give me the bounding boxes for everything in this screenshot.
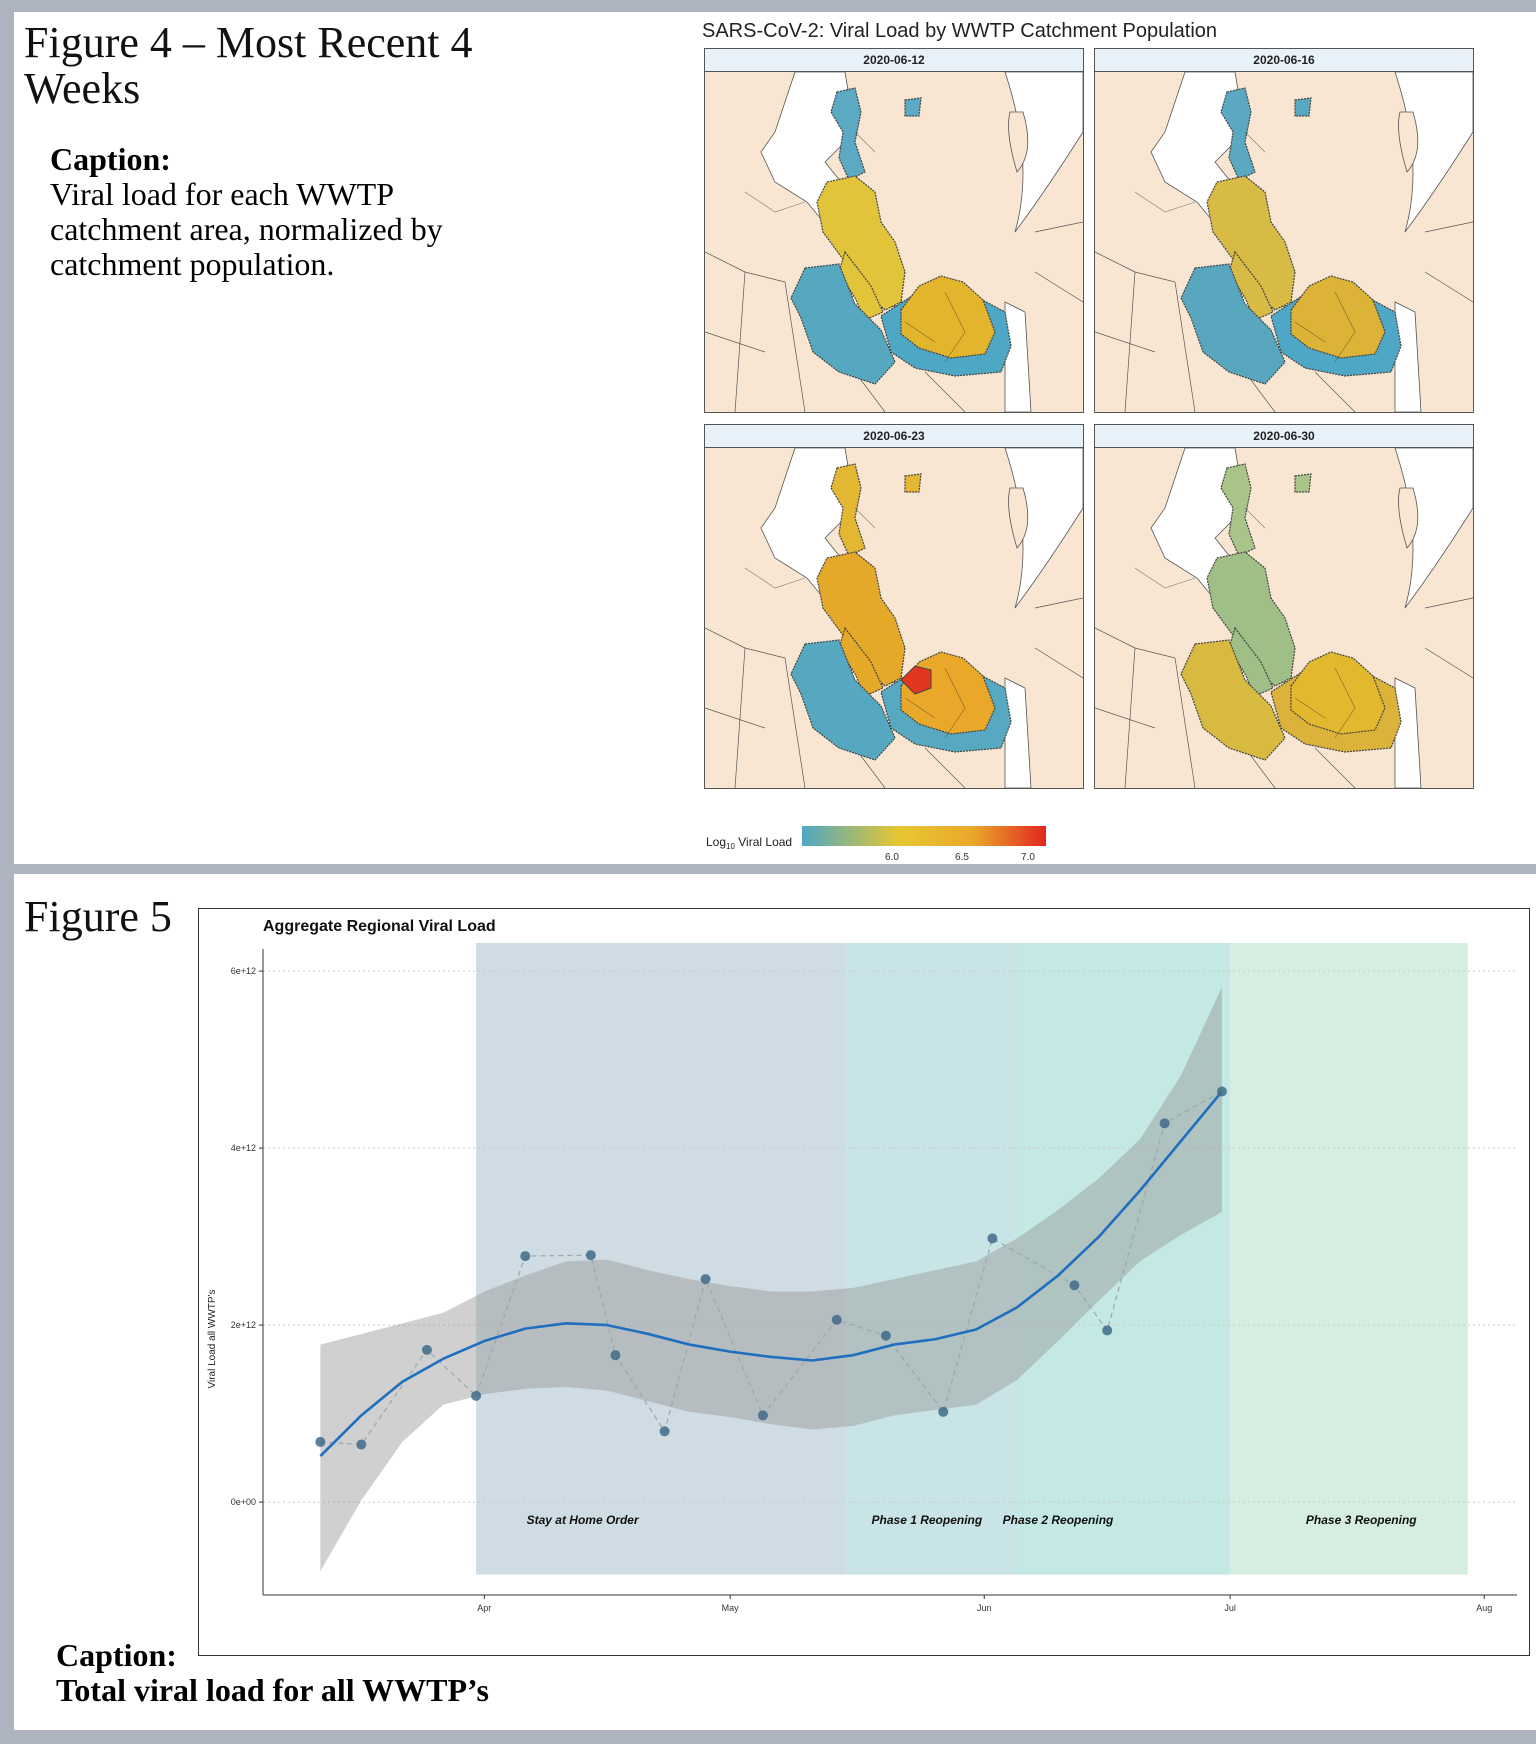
- data-point: [881, 1331, 891, 1341]
- color-legend: [706, 812, 1086, 862]
- figure4-title: Figure 4 – Most Recent 4 Weeks: [24, 18, 473, 113]
- legend-label: Log$_{10}$ Viral Load: [706, 835, 793, 851]
- facet-date: 2020-06-12: [705, 49, 1083, 72]
- data-point: [356, 1440, 366, 1450]
- facet-date: 2020-06-23: [705, 425, 1083, 448]
- map-facet: [1094, 48, 1474, 413]
- y-tick-label: 6e+12: [230, 966, 256, 977]
- figure5-caption: [56, 1638, 489, 1708]
- legend-tick: 6.0: [885, 852, 899, 862]
- data-point: [1102, 1325, 1112, 1335]
- data-point: [1069, 1280, 1079, 1290]
- x-tick-label: Jul: [1224, 1603, 1236, 1613]
- figure5-title: Figure 5: [24, 892, 172, 941]
- data-point: [422, 1345, 432, 1355]
- y-tick-label: 0e+00: [230, 1497, 256, 1508]
- viral-load-chart: [199, 909, 1529, 1655]
- y-tick-label: 2e+12: [230, 1320, 256, 1331]
- map-facet: [704, 48, 1084, 413]
- data-point: [938, 1407, 948, 1417]
- x-tick-label: Jun: [976, 1603, 992, 1613]
- map-title: SARS-CoV-2: Viral Load by WWTP Catchment Population: [702, 20, 1218, 42]
- catchment-map: [1095, 72, 1473, 412]
- map-facet: [1094, 424, 1474, 789]
- catchment-map: [1095, 448, 1473, 788]
- data-point: [471, 1391, 481, 1401]
- phase-label: Stay at Home Order: [526, 1513, 639, 1528]
- y-tick-label: 4e+12: [230, 1143, 256, 1154]
- facet-date: 2020-06-16: [1095, 49, 1473, 72]
- y-axis-label: Viral Load all WWTP's: [207, 1289, 218, 1389]
- legend-colorbar: [802, 826, 1046, 846]
- x-tick-label: Aug: [1476, 1603, 1493, 1613]
- figure4-caption-head: Caption:: [50, 141, 171, 177]
- chart-title: Aggregate Regional Viral Load: [263, 918, 496, 935]
- data-point: [987, 1233, 997, 1243]
- data-point: [832, 1315, 842, 1325]
- catchment-map: [705, 448, 1083, 788]
- data-point: [520, 1251, 530, 1261]
- x-tick-label: May: [721, 1603, 739, 1613]
- map-facet: [704, 424, 1084, 789]
- data-point: [1160, 1118, 1170, 1128]
- x-tick-label: Apr: [477, 1603, 492, 1613]
- phase-label: Phase 2 Reopening: [1002, 1513, 1114, 1528]
- figure5-panel: [14, 874, 1536, 1730]
- legend-tick: 7.0: [1021, 852, 1035, 862]
- phase-label: Phase 1 Reopening: [871, 1513, 983, 1528]
- phase-band: [1230, 943, 1468, 1575]
- catchment-map: [705, 72, 1083, 412]
- figure4-caption-text: Viral load for each WWTP catchment area, normalized by catchment population.: [50, 176, 443, 282]
- figure5-caption-text: Total viral load for all WWTP’s: [56, 1672, 489, 1708]
- facet-date: 2020-06-30: [1095, 425, 1473, 448]
- figure4-panel: [14, 12, 1536, 864]
- phase-label: Phase 3 Reopening: [1305, 1513, 1417, 1528]
- data-point: [701, 1274, 711, 1284]
- legend-tick: 6.5: [955, 852, 969, 862]
- figure4-caption: [50, 142, 490, 282]
- data-point: [315, 1437, 325, 1447]
- phase-band: [476, 943, 845, 1575]
- data-point: [586, 1250, 596, 1260]
- data-point: [610, 1350, 620, 1360]
- data-point: [660, 1426, 670, 1436]
- figure5-caption-head: Caption:: [56, 1637, 177, 1673]
- data-point: [1217, 1086, 1227, 1096]
- chart-frame: [198, 908, 1530, 1656]
- data-point: [758, 1410, 768, 1420]
